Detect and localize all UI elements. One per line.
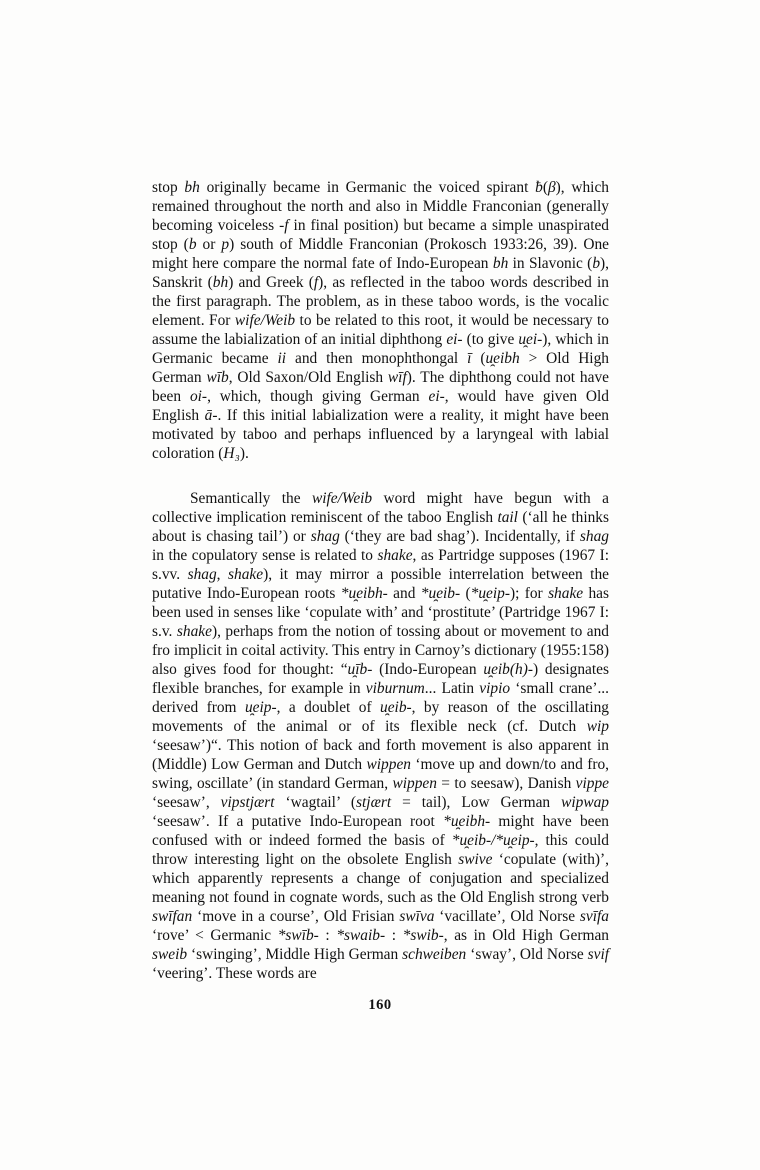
paragraph [152, 489, 609, 983]
italic-run: ā- [204, 407, 218, 424]
italic-run: *u̯eip- [470, 585, 510, 602]
italic-run: -f [279, 217, 289, 234]
text-run: , [216, 566, 229, 583]
text-run: ‘move up and down/to and fro, swing, oscillate’ (in standard German, [152, 756, 610, 792]
page-body-text [152, 178, 609, 983]
paragraph [152, 178, 609, 463]
text-run: originally became in Germanic the voiced spirant [199, 179, 536, 196]
italic-run: shake [176, 623, 212, 640]
italic-run: wīf [387, 369, 407, 386]
text-run: , a doublet of [276, 699, 381, 716]
text-run: (‘all he thinks about is chasing tail’) or [152, 509, 609, 545]
text-run: ) and Greek ( [228, 274, 314, 291]
italic-run: *swaib- [336, 927, 386, 944]
text-run: ). The diphthong could not have been [152, 369, 609, 405]
italic-run: vipio [479, 680, 511, 697]
italic-run: b [188, 236, 197, 253]
italic-run: *u̯eibh- [443, 813, 491, 830]
italic-run: swīva [399, 908, 435, 925]
italic-run: bh [212, 274, 229, 291]
italic-run: ei- [428, 388, 445, 405]
italic-run: *u̯eib- [420, 585, 461, 602]
text-run: ) designates flexible branches, for example in [152, 661, 609, 697]
text-run: ‘rove’ < Germanic [152, 927, 278, 944]
italic-run: β [547, 179, 556, 196]
italic-run: wippen [392, 775, 437, 792]
text-run: ), which remained throughout the north and also in Middle Franconian (generally becoming voiceless [152, 179, 609, 234]
text-run: stop [152, 179, 185, 196]
italic-run: wīb [206, 369, 229, 386]
italic-run: sweib [152, 946, 188, 963]
text-run: ); for [509, 585, 549, 602]
text-run: ( [471, 350, 486, 367]
text-run: (‘they are bad shag’). Incidentally, if [339, 528, 580, 545]
italic-run: *u̯eib-/*u̯eip- [451, 832, 535, 849]
text-run: ‘seesaw’, [152, 794, 221, 811]
italic-run: p [221, 236, 230, 253]
text-run: ), which in Germanic became [152, 331, 609, 367]
italic-run: *swīb- [277, 927, 319, 944]
page-number: 160 [368, 997, 392, 1013]
text-run: ) south of Middle Franconian (Prokosch 1933:26, 39). One might here compare the normal fate of Indo-European [152, 236, 609, 272]
italic-run: u̯eibh [485, 350, 520, 367]
italic-run: H₃ [223, 445, 240, 462]
italic-run: wipwap [561, 794, 609, 811]
text-run: = tail), Low German [391, 794, 562, 811]
text-run: , this could throw interesting light on the obsolete English [152, 832, 609, 868]
text-run: has been used in senses like ‘copulate with’ and ‘prostitute’ (Partridge 1967 I: s.v. [152, 585, 609, 640]
italic-run: svif [587, 946, 609, 963]
text-run: > Old High German [152, 350, 609, 386]
italic-run: swive [458, 851, 493, 868]
text-run: ‘seesaw’. If a putative Indo-European root [152, 813, 444, 830]
italic-run: shag [579, 528, 609, 545]
italic-run: vippe [575, 775, 609, 792]
italic-run: wife/Weib [311, 490, 373, 507]
text-run: (to give [462, 331, 519, 348]
text-run: , as in Old High German [443, 927, 609, 944]
italic-run: ī [467, 350, 472, 367]
italic-run: shag [187, 566, 217, 583]
text-run: in final position) but became a simple unaspirated stop ( [152, 217, 609, 253]
text-run: , Old Saxon/Old English [228, 369, 388, 386]
italic-run: bh [184, 179, 200, 196]
italic-run: u̯ei- [518, 331, 543, 348]
text-run: in Slavonic ( [508, 255, 593, 272]
italic-run: u̯eib(h)- [483, 661, 533, 678]
italic-run: ii [277, 350, 287, 367]
italic-run: *u̯eibh- [340, 585, 388, 602]
text-run: = to seesaw), Danish [436, 775, 576, 792]
text-run: ‘small crane’... derived from [152, 680, 609, 716]
text-run: ), perhaps from the notion of tossing about or movement to and fro implicit in coital activity. This entry in Carnoy’s dictionary (1955:158) also gives food for thought: “ [152, 623, 609, 678]
text-run: ‘swinging’, Middle High German [187, 946, 403, 963]
italic-run: shag [310, 528, 340, 545]
text-run: in the copulatory sense is related to [152, 547, 378, 564]
italic-run: u̯eip- [244, 699, 277, 716]
text-run: ‘seesaw’)“. This notion of back and forth movement is also apparent in (Middle) Low German and Dutch [152, 737, 609, 773]
text-run: ), Sanskrit ( [152, 255, 609, 291]
text-run: , as Partridge supposes (1967 I: s.vv. [152, 547, 609, 583]
italic-run: shake [548, 585, 584, 602]
italic-run: bh [492, 255, 509, 272]
text-run: , would have given Old English [152, 388, 609, 424]
text-run: or [196, 236, 222, 253]
text-run: ‘copulate (with)’, which apparently represents a change of conjugation and specialized meaning not found in cognate words, such as the Old English strong verb [152, 851, 609, 906]
italic-run: b [592, 255, 601, 272]
text-run: , by reason of the oscillating movements of the animal or of its flexible neck (cf. Dutch [152, 699, 609, 735]
text-run: ), it may mirror a possible interrelation between the putative Indo-European roots [152, 566, 609, 602]
text-run: and [387, 585, 421, 602]
text-run: might have been confused with or indeed formed the basis of [152, 813, 609, 849]
italic-run: u̯eib- [380, 699, 412, 716]
text-run: ‘sway’, Old Norse [466, 946, 588, 963]
text-run: ), as reflected in the taboo words described in the first paragraph. The problem, as in these taboo words, is the vocalic element. For [152, 274, 609, 329]
text-run: , which, though giving German [207, 388, 429, 405]
text-run: ). [239, 445, 249, 462]
italic-run: svīfa [579, 908, 609, 925]
italic-run: wife/Weib [234, 312, 296, 329]
italic-run: vipstjært [220, 794, 275, 811]
text-run: ‘veering’. These words are [152, 965, 317, 982]
text-run: and then monophthongal [286, 350, 468, 367]
text-run: : [318, 927, 337, 944]
italic-run: ei- [446, 331, 463, 348]
italic-run: tail [497, 509, 518, 526]
italic-run: f [313, 274, 319, 291]
text-run: word might have begun with a collective implication reminiscent of the taboo English [152, 490, 609, 526]
italic-run: viburnum [365, 680, 425, 697]
text-run: ... Latin [424, 680, 480, 697]
text-run: (Indo-European [372, 661, 484, 678]
italic-run: shake [228, 566, 264, 583]
italic-run: stjært [356, 794, 392, 811]
text-run: ‘vacillate’, Old Norse [434, 908, 580, 925]
text-run: Semantically the [190, 490, 312, 507]
italic-run: schweiben [402, 946, 467, 963]
text-run: ‘move in a course’, Old Frisian [192, 908, 400, 925]
text-run: ( [460, 585, 471, 602]
text-run: : [385, 927, 403, 944]
text-run: ( [542, 179, 548, 196]
italic-run: oi- [189, 388, 208, 405]
text-run: ‘wagtail’ ( [274, 794, 357, 811]
text-run: . If this initial labialization were a reality, it might have been motivated by taboo and perhaps influenced by a laryngeal with labial coloration ( [152, 407, 609, 462]
italic-run: *swib- [402, 927, 444, 944]
italic-run: ƀ [535, 179, 543, 196]
italic-run: shake [377, 547, 413, 564]
italic-run: u̯īb- [347, 661, 373, 678]
italic-run: wip [586, 718, 609, 735]
italic-run: wippen [366, 756, 411, 773]
text-run: to be related to this root, it would be necessary to assume the labialization of an initial diphthong [152, 312, 609, 348]
italic-run: swīfan [152, 908, 193, 925]
